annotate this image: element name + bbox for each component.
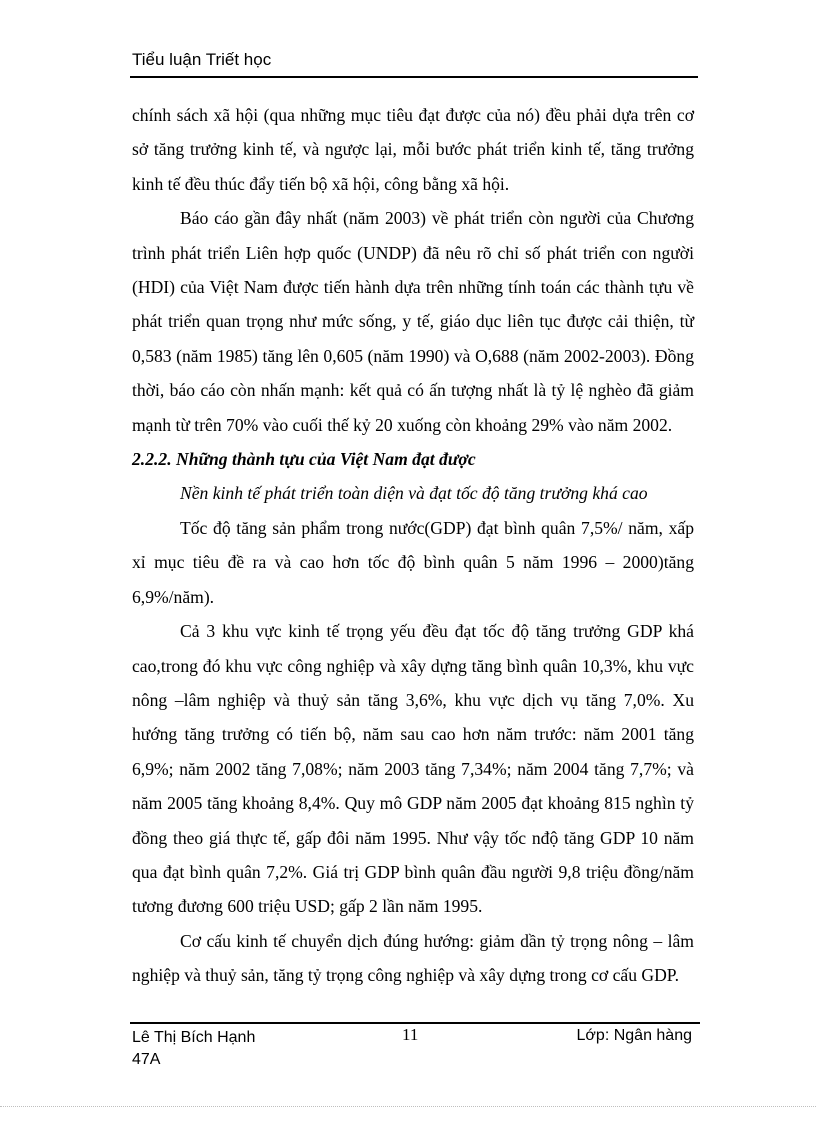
- footer-author-class-code: 47A: [132, 1051, 161, 1068]
- paragraph-economic-structure: Cơ cấu kinh tế chuyển dịch đúng hướng: giảm dần tỷ trọng nông – lâm nghiệp và thuỷ sản, tăng tỷ trọng công nghiệp và xây dựng trong cơ cấu GDP.: [132, 930, 694, 986]
- paragraph-undp-report: Báo cáo gần đây nhất (năm 2003) về phát triển còn người của Chương trình phát triển Liên hợp quốc (UNDP) đã nêu rõ chỉ số phát triển con người (HDI) của Việt Nam được tiến hành dựa trên những tính toán các thành tựu về phát triển quan trọng như mức sống, y tế, giáo dục liên tục được cải thiện, từ 0,583 (năm 1985) tăng lên 0,605 (năm 1990) và O,688 (năm 2002-2003). Đồng thời, báo cáo còn nhấn mạnh: kết quả có ấn tượng nhất là tỷ lệ nghèo đã giảm mạnh từ trên 70% vào cuối thế kỷ 20 xuống còn khoảng 29% vào năm 2002.: [132, 208, 694, 435]
- footer-author-name: Lê Thị Bích Hạnh: [132, 1029, 256, 1046]
- footer-author: [132, 1027, 255, 1071]
- section-heading: 2.2.2. Những thành tựu của Việt Nam đạt được: [132, 449, 476, 470]
- document-body: [132, 98, 694, 993]
- paragraph-economic-sectors: Cả 3 khu vực kinh tế trọng yếu đều đạt tốc độ tăng trưởng GDP khá cao,trong đó khu vực công nghiệp và xây dựng tăng bình quân 10,3%, khu vực nông –lâm nghiệp và thuỷ sản tăng 3,6%, khu vực dịch vụ tăng 7,0%. Xu hướng tăng trưởng có tiến bộ, năm sau cao hơn năm trước: năm 2001 tăng 6,9%; năm 2002 tăng 7,08%; năm 2003 tăng 7,34%; năm 2004 tăng 7,7%; và năm 2005 tăng khoảng 8,4%. Quy mô GDP năm 2005 đạt khoảng 815 nghìn tỷ đồng theo giá thực tế, gấp đôi năm 1995. Như vậy tốc nđộ tăng GDP 10 năm qua đạt bình quân 7,2%. Giá trị GDP bình quân đầu người 9,8 triệu đồng/năm tương đương 600 triệu USD; gấp 2 lần năm 1995.: [132, 621, 694, 917]
- page-bottom-border: [0, 1106, 816, 1107]
- paragraph-gdp-growth: Tốc độ tăng sản phẩm trong nước(GDP) đạt bình quân 7,5%/ năm, xấp xỉ mục tiêu đề ra và cao hơn tốc độ bình quân 5 năm 1996 – 2000)tăng 6,9%/năm).: [132, 517, 694, 607]
- section-subheading: Nền kinh tế phát triển toàn diện và đạt tốc độ tăng trưởng khá cao: [180, 483, 648, 504]
- header-divider: [130, 76, 698, 78]
- page-header-title: Tiểu luận Triết học: [132, 50, 272, 69]
- footer-divider: [130, 1022, 700, 1024]
- footer-class-label: Lớp: Ngân hàng: [576, 1027, 692, 1044]
- paragraph-continued: chính sách xã hội (qua những mục tiêu đạt được của nó) đều phải dựa trên cơ sở tăng trưởng kinh tế, và ngược lại, mỗi bước phát triển kinh tế, tăng trưởng kinh tế đều thúc đẩy tiến bộ xã hội, công bằng xã hội.: [132, 105, 694, 194]
- page-number: 11: [402, 1025, 419, 1044]
